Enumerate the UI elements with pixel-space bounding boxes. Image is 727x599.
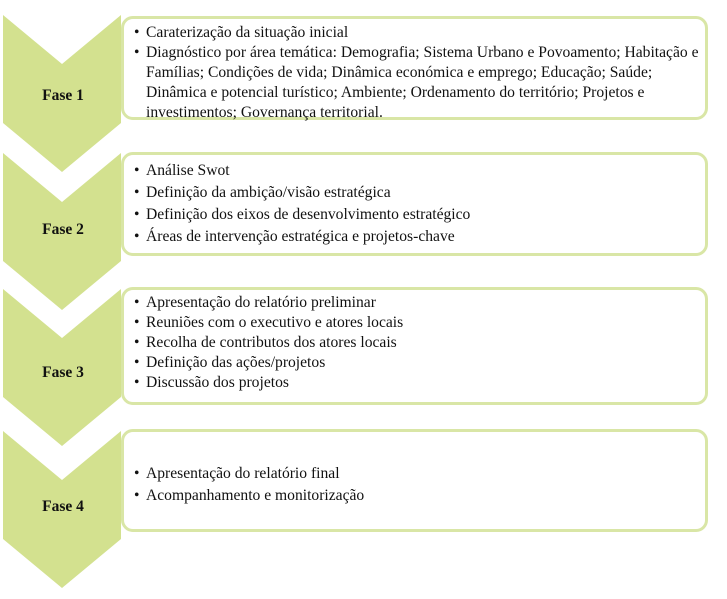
phase-2-item: • Definição da ambição/visão estratégica <box>134 184 391 201</box>
phase-2-label: Fase 2 <box>42 221 84 238</box>
phase-3-item: • Discussão dos projetos <box>134 374 289 391</box>
phase-4-item: • Acompanhamento e monitorização <box>134 487 365 504</box>
phase-1-item: • Diagnóstico por área temática: Demografia; Sistema Urbano e Povoamento; Habitação e Famílias; Condições de vida; Dinâmica económica e emprego; Educação; Saúde; Dinâmica e potencial turístico; Ambiente; Ordenamento do território; Projetos e investimentos; Governança territorial. <box>134 44 699 121</box>
phase-1-list <box>126 23 699 123</box>
phase-2-box <box>121 152 708 256</box>
phase-4-box <box>121 429 708 532</box>
phase-1-item: • Caraterização da situação inicial <box>134 24 349 41</box>
phase-2-list <box>126 160 699 248</box>
phase-2-item: • Análise Swot <box>134 162 230 179</box>
phase-1-box <box>121 16 708 120</box>
phase-4-label: Fase 4 <box>42 498 84 515</box>
phase-3-box <box>121 287 708 405</box>
phase-3-item: • Definição das ações/projetos <box>134 354 326 371</box>
phase-3-label: Fase 3 <box>42 364 84 381</box>
phase-3-item: • Recolha de contributos dos atores locais <box>134 334 397 351</box>
phase-3-item: • Apresentação do relatório preliminar <box>134 294 376 311</box>
phase-4-list <box>126 463 699 507</box>
phase-1-label: Fase 1 <box>42 87 84 104</box>
phase-2-item: • Áreas de intervenção estratégica e projetos-chave <box>134 228 455 245</box>
phase-3-item: • Reuniões com o executivo e atores locais <box>134 314 404 331</box>
phase-2-item: • Definição dos eixos de desenvolvimento estratégico <box>134 206 471 223</box>
phase-3-list <box>126 293 699 393</box>
phase-4-item: • Apresentação do relatório final <box>134 465 340 482</box>
